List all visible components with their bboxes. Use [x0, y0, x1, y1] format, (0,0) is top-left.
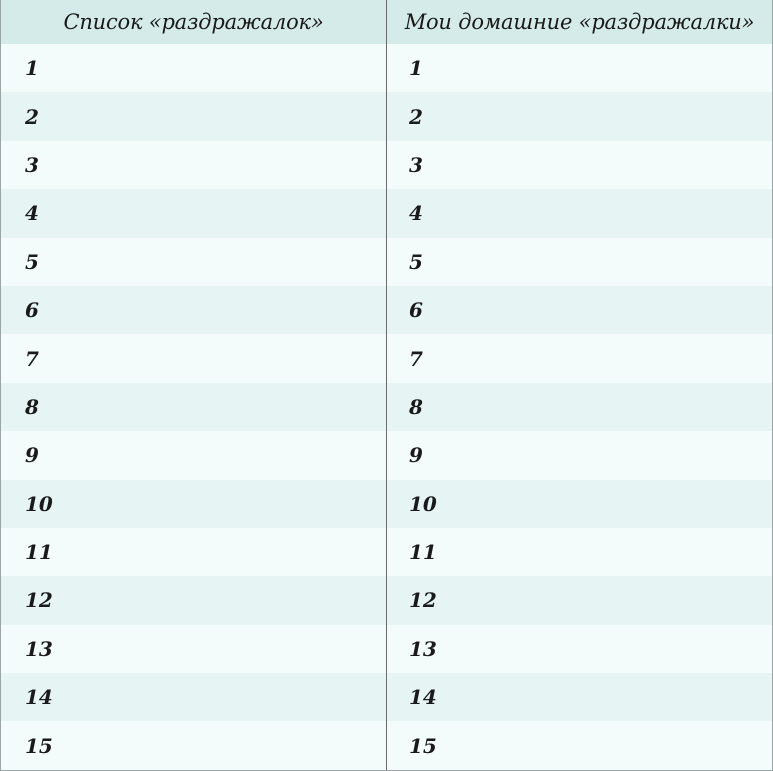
home-irritants-cell: 9 [387, 431, 772, 479]
home-irritants-cell: 4 [387, 189, 772, 237]
home-irritants-cell: 7 [387, 334, 772, 382]
home-irritants-cell: 13 [387, 625, 772, 673]
irritants-list-cell: 10 [1, 480, 387, 528]
irritants-table [1, 0, 772, 770]
home-irritants-cell: 2 [387, 92, 772, 140]
irritants-list-cell: 3 [1, 141, 387, 189]
home-irritants-cell: 10 [387, 480, 772, 528]
irritants-list-cell: 8 [1, 383, 387, 431]
irritants-list-cell: 4 [1, 189, 387, 237]
irritants-list-cell: 12 [1, 576, 387, 624]
irritants-list-cell: 11 [1, 528, 387, 576]
irritants-list-cell: 5 [1, 238, 387, 286]
home-irritants-cell: 6 [387, 286, 772, 334]
irritants-list-cell: 2 [1, 92, 387, 140]
header-home-irritants: Мои домашние «раздражалки» [387, 0, 772, 44]
home-irritants-cell: 5 [387, 238, 772, 286]
home-irritants-cell: 11 [387, 528, 772, 576]
home-irritants-cell: 8 [387, 383, 772, 431]
header-irritants-list: Список «раздражалок» [1, 0, 387, 44]
irritants-list-cell: 13 [1, 625, 387, 673]
home-irritants-cell: 15 [387, 721, 772, 769]
irritants-list-cell: 14 [1, 673, 387, 721]
irritants-list-cell: 15 [1, 721, 387, 769]
home-irritants-cell: 3 [387, 141, 772, 189]
irritants-list-cell: 7 [1, 334, 387, 382]
home-irritants-cell: 14 [387, 673, 772, 721]
irritants-list-cell: 6 [1, 286, 387, 334]
irritants-list-cell: 1 [1, 44, 387, 92]
irritants-list-cell: 9 [1, 431, 387, 479]
home-irritants-cell: 1 [387, 44, 772, 92]
home-irritants-cell: 12 [387, 576, 772, 624]
